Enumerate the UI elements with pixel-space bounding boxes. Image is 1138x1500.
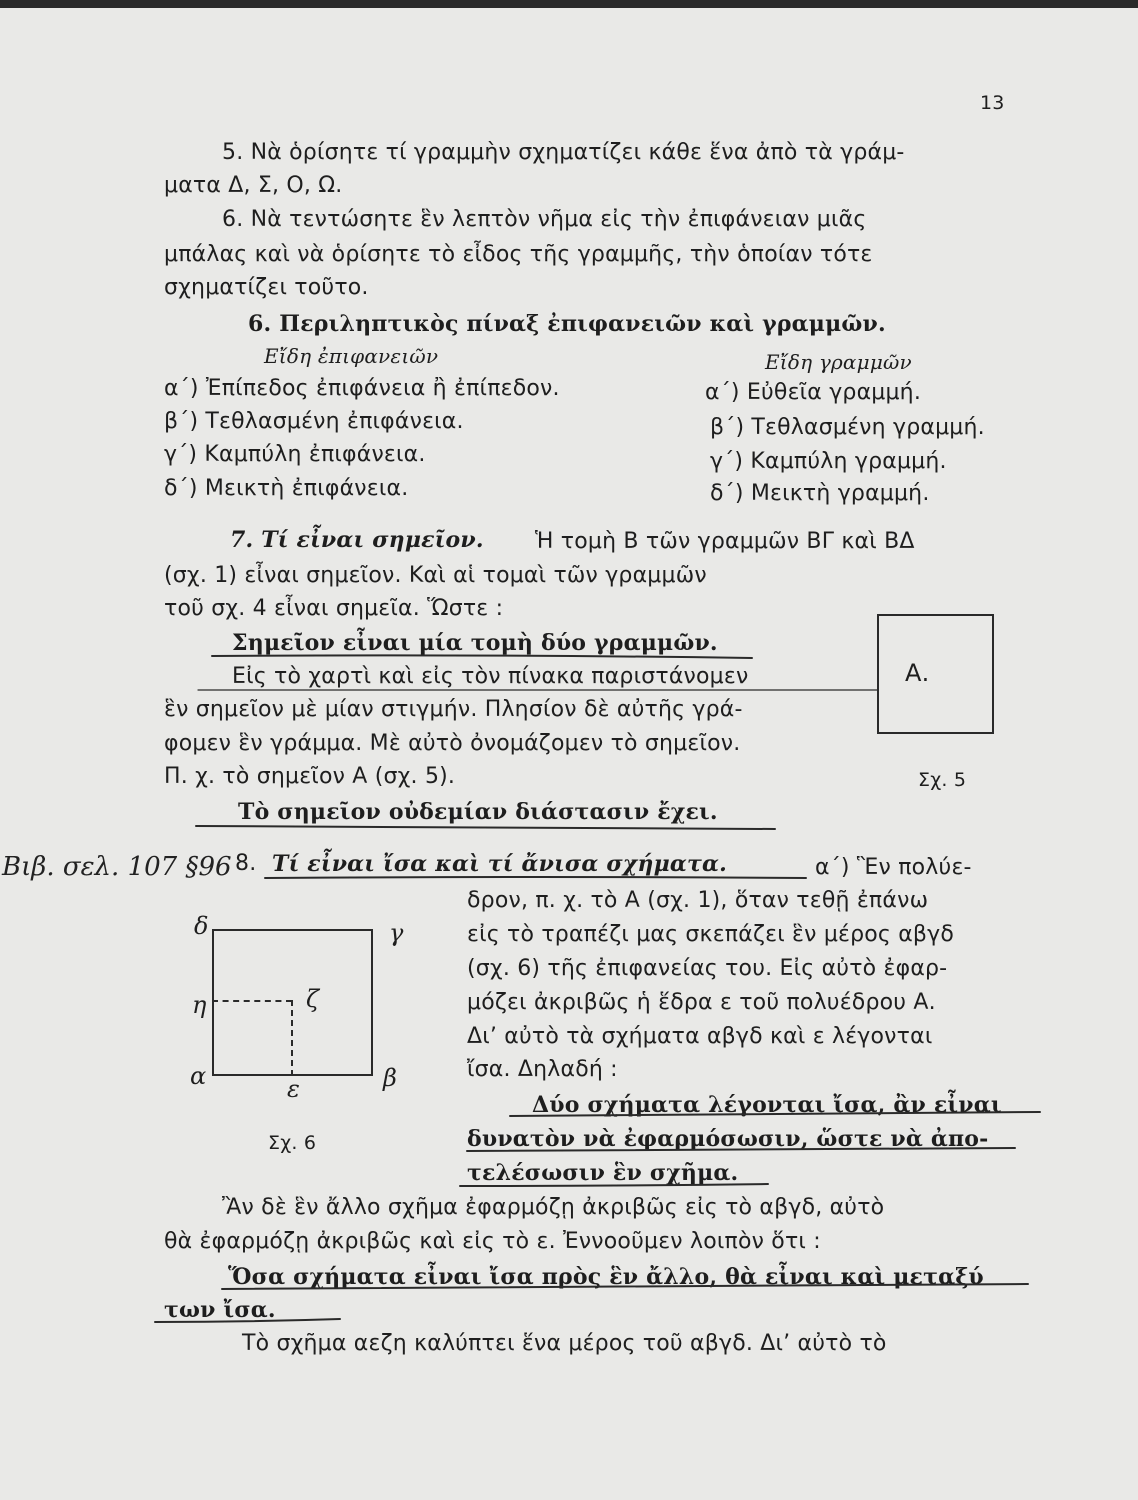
figure-6-label-alpha: α [190,1062,207,1090]
equal-figures-definition-3: τελέσωσιν ἓν σχῆμα. [467,1160,739,1186]
section-8-line-4: (σχ. 6) τῆς ἐπιφανείας του. Εἰς αὐτὸ ἐφαρ- [467,956,948,981]
point-definition: Σημεῖον εἶναι μία τομὴ δύο γραμμῶν. [232,630,718,656]
lines-column-header: Εἴδη γραμμῶν [765,350,912,374]
transitivity-rule-2: των ἴσα. [164,1297,276,1323]
section-7-para-2: ἓν σημεῖον μὲ μίαν στιγμήν. Πλησίον δὲ αὐτῆς γρά- [164,697,743,722]
section-7-title: 7. Τί εἶναι σημεῖον. [230,527,484,553]
section-7-para-3: φομεν ἓν γράμμα. Μὲ αὐτὸ ὀνομάζομεν τὸ σημεῖον. [164,731,741,756]
figure-6-caption: Σχ. 6 [268,1132,317,1154]
surface-type-1: α΄) Ἐπίπεδος ἐπιφάνεια ἢ ἐπίπεδον. [164,376,560,401]
section-7-line-2: (σχ. 1) εἶναι σημεῖον. Καὶ αἱ τομαὶ τῶν γραμμῶν [164,563,707,588]
section-8-line-6: Δι’ αὐτὸ τὰ σχήματα αβγδ καὶ ε λέγονται [467,1024,933,1049]
section-7-para-1: Εἰς τὸ χαρτὶ καὶ εἰς τὸν πίνακα παριστάνομεν [232,664,749,689]
figure-6-label-beta: β [383,1064,398,1092]
underline-rule-1 [222,1284,1028,1289]
section-7-line-3: τοῦ σχ. 4 εἶναι σημεῖα. Ὥστε : [164,596,504,621]
line-type-3: γ΄) Καμπύλη γραμμή. [710,449,947,474]
section-6-title: 6. Περιληπτικὸς πίναξ ἐπιφανειῶν καὶ γραμμῶν. [248,311,886,337]
section-8-number: 8. [235,851,257,876]
exercise-5-line-1: 5. Νὰ ὁρίσητε τί γραμμὴν σχηματίζει κάθε ἕνα ἀπὸ τὰ γράμ- [222,140,905,165]
handwritten-margin-note: Βιβ. σελ. 107 §96 [2,852,232,882]
figure-6-label-eta: η [192,991,207,1019]
equal-figures-definition-1: Δύο σχήματα λέγονται ἴσα, ἂν εἶναι [532,1092,1002,1118]
underline-rule-2 [155,1319,340,1322]
page-number: 13 [980,92,1005,114]
surface-type-4: δ΄) Μεικτὴ ἐπιφάνεια. [164,476,409,501]
exercise-5-line-2: ματα Δ, Σ, Ο, Ω. [164,173,343,198]
section-8-para2-line-1: Ἂν δὲ ἓν ἄλλο σχῆμα ἐφαρμόζῃ ἀκριβῶς εἰς τὸ αβγδ, αὐτὸ [222,1195,885,1220]
point-dimension-statement: Τὸ σημεῖον οὐδεμίαν διάστασιν ἔχει. [238,799,718,825]
line-type-2: β΄) Τεθλασμένη γραμμή. [710,415,985,440]
figure-6-label-delta: δ [194,912,209,940]
section-7-line-1: Ἡ τομὴ Β τῶν γραμμῶν ΒΓ καὶ ΒΔ [535,529,915,554]
exercise-6-line-3: σχηματίζει τοῦτο. [164,275,369,300]
section-8-para2-line-2: θὰ ἐφαρμόζῃ ἀκριβῶς καὶ εἰς τὸ ε. Ἐννοοῦμεν λοιπὸν ὅτι : [164,1229,821,1254]
exercise-6-line-1: 6. Νὰ τεντώσητε ἓν λεπτὸν νῆμα εἰς τὴν ἐπιφάνειαν μιᾶς [222,207,867,232]
transitivity-rule-1: Ὅσα σχήματα εἶναι ἴσα πρὸς ἓν ἄλλο, θὰ εἶναι καὶ μεταξύ [228,1264,984,1290]
surface-type-3: γ΄) Καμπύλη ἐπιφάνεια. [164,442,426,467]
section-8-line-3: εἰς τὸ τραπέζι μας σκεπάζει ἓν μέρος αβγδ [467,922,955,947]
section-8-last-line: Τὸ σχῆμα αεζη καλύπτει ἕνα μέρος τοῦ αβγδ. Δι’ αὐτὸ τὸ [242,1331,887,1356]
figure-6-label-epsilon: ε [287,1075,301,1103]
figure-6-label-zeta: ζ [306,985,320,1013]
surfaces-column-header: Εἴδη ἐπιφανειῶν [264,344,439,368]
line-type-1: α΄) Εὐθεῖα γραμμή. [705,380,922,405]
figure-5-point-label: Α. [905,659,930,687]
section-7-para-4: Π. χ. τὸ σημεῖον Α (σχ. 5). [164,764,456,789]
underline-definition-2 [467,1148,1015,1151]
underline-point-dimension [196,826,775,829]
line-type-4: δ΄) Μεικτὴ γραμμή. [710,481,930,506]
underline-point-definition [212,655,752,658]
underline-definition-3 [460,1184,768,1186]
section-8-line-1: α΄) Ἓν πολύε- [815,855,972,880]
underline-section-8-title [265,877,806,878]
underline-definition-1 [510,1112,1040,1116]
surface-type-2: β΄) Τεθλασμένη ἐπιφάνεια. [164,409,464,434]
section-8-title: Τί εἶναι ἴσα καὶ τί ἄνισα σχήματα. [272,851,728,877]
section-8-line-7: ἴσα. Δηλαδή : [467,1057,618,1082]
section-8-line-5: μόζει ἀκριβῶς ἡ ἕδρα ε τοῦ πολυέδρου Α. [467,990,936,1015]
equal-figures-definition-2: δυνατὸν νὰ ἐφαρμόσωσιν, ὥστε νὰ ἀπο- [467,1126,989,1152]
figure-5-caption: Σχ. 5 [918,769,967,791]
exercise-6-line-2: μπάλας καὶ νὰ ὁρίσητε τὸ εἶδος τῆς γραμμῆς, τὴν ὁποίαν τότε [164,242,873,267]
section-8-line-2: δρον, π. χ. τὸ Α (σχ. 1), ὅταν τεθῇ ἐπάνω [467,888,929,913]
figure-6-label-gamma: γ [389,919,404,947]
